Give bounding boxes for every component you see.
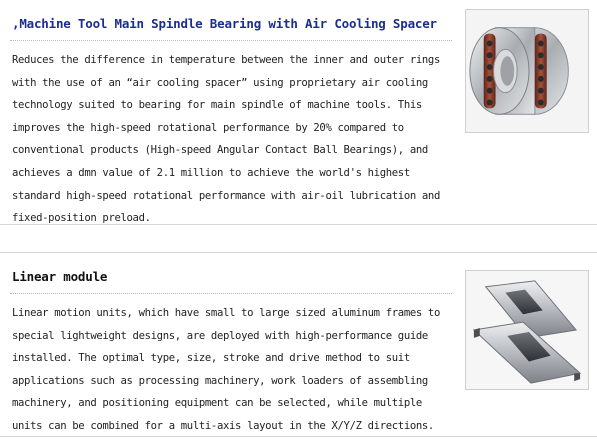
- bearing-illustration: [466, 10, 588, 132]
- product-title[interactable]: Linear module: [12, 269, 108, 284]
- title-divider: [10, 40, 452, 41]
- product-description: Linear motion units, which have small to large sized aluminum frames to special lightweight designs, are deployed with high-performance guide installed. The optimal type, size, stroke and drive method to suit applications such as processing machinery, work loaders of assembling machinery, and positioning equipment can be selected, while multiple units can be combined for a multi-axis layout in the X/Y/Z directions.: [12, 307, 440, 432]
- linear-module-illustration: [466, 271, 588, 389]
- product-description: Reduces the difference in temperature between the inner and outer rings with the use of an “air cooling spacer” using proprietary air cooling technology suited to bearing for main spindle of machine tools. This improves the high-speed rotational performance by 20% compared to conventional products (High-speed Angular Contact Ball Bearings), and achieves a dmn value of 2.1 million to achieve the world's highest standard high-speed rotational performance with air-oil lubrication and fixed-position preload.: [12, 54, 440, 225]
- product-title[interactable]: ,Machine Tool Main Spindle Bearing with Air Cooling Spacer: [12, 16, 437, 31]
- product-card-linear-module: [0, 252, 597, 437]
- spindle-bearing-image[interactable]: [465, 9, 589, 133]
- title-divider: [10, 293, 452, 294]
- linear-module-image[interactable]: [465, 270, 589, 390]
